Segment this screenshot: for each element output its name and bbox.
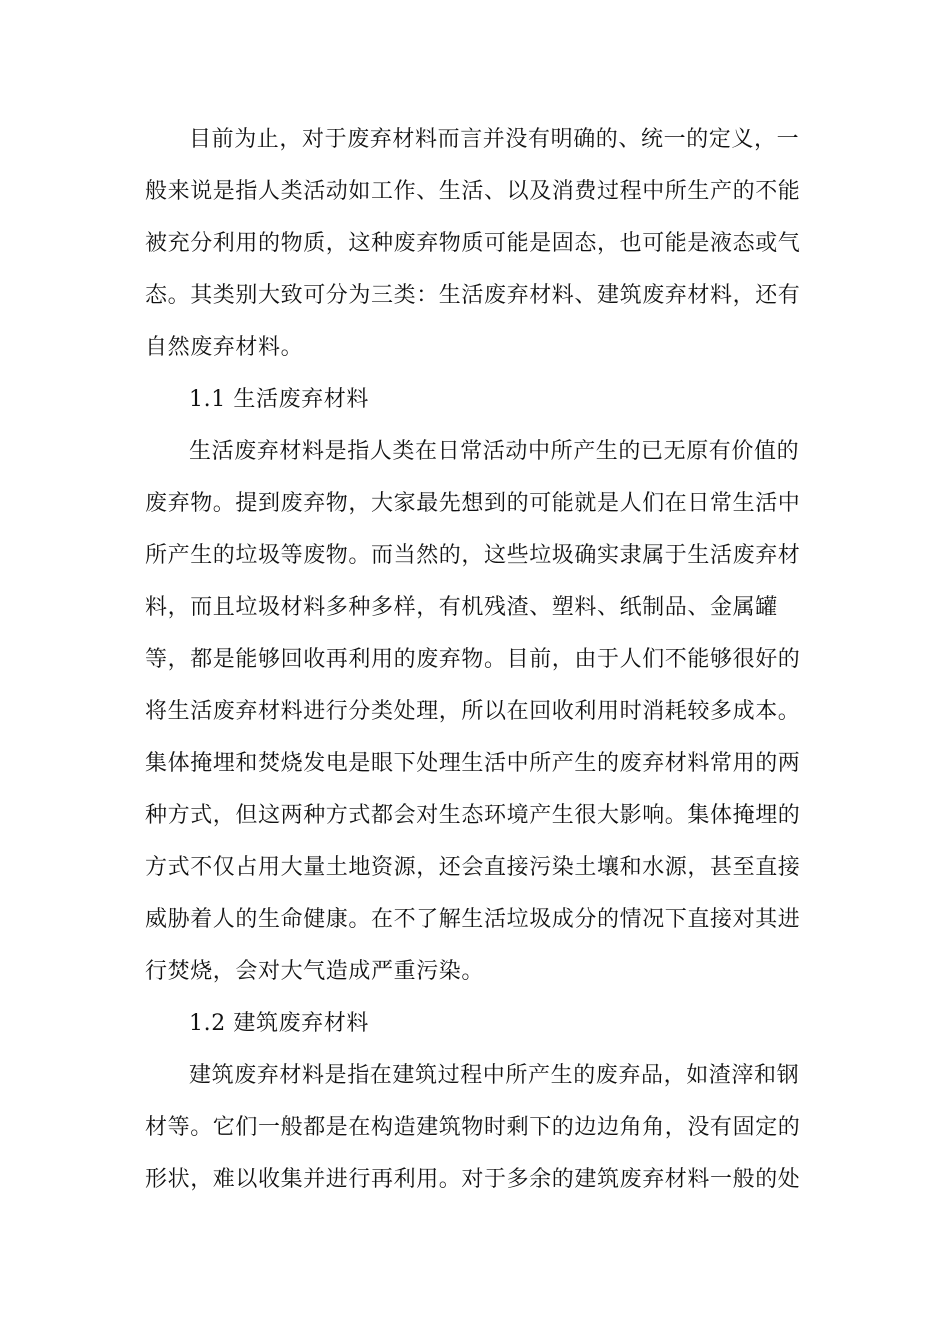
paragraph-line: 态。其类别大致可分为三类：生活废弃材料、建筑废弃材料，还有 bbox=[145, 283, 801, 308]
paragraph-line: 目前为止，对于废弃材料而言并没有明确的、统一的定义，一 bbox=[189, 127, 800, 152]
paragraph-line: 般来说是指人类活动如工作、生活、以及消费过程中所生产的不能 bbox=[145, 179, 801, 204]
paragraph-line: 方式不仅占用大量土地资源，还会直接污染土壤和水源，甚至直接 bbox=[145, 855, 801, 880]
paragraph-line: 被充分利用的物质，这种废弃物质可能是固态，也可能是液态或气 bbox=[145, 231, 801, 256]
paragraph-line: 集体掩埋和焚烧发电是眼下处理生活中所产生的废弃材料常用的两 bbox=[145, 751, 801, 776]
paragraph-line: 材等。它们一般都是在构造建筑物时剩下的边边角角，没有固定的 bbox=[145, 1115, 801, 1140]
paragraph-line: 形状，难以收集并进行再利用。对于多余的建筑废弃材料一般的处 bbox=[145, 1167, 801, 1192]
paragraph-line: 将生活废弃材料进行分类处理，所以在回收利用时消耗较多成本。 bbox=[145, 699, 801, 724]
section-heading-1-1: 1.1 生活废弃材料 bbox=[189, 387, 369, 412]
paragraph-line: 种方式，但这两种方式都会对生态环境产生很大影响。集体掩埋的 bbox=[145, 803, 801, 828]
paragraph-line: 行焚烧，会对大气造成严重污染。 bbox=[145, 959, 485, 984]
paragraph-line: 自然废弃材料。 bbox=[145, 335, 304, 360]
paragraph-line: 等，都是能够回收再利用的废弃物。目前，由于人们不能够很好的 bbox=[145, 647, 801, 672]
paragraph-line: 生活废弃材料是指人类在日常活动中所产生的已无原有价值的 bbox=[189, 439, 800, 464]
section-1-1-paragraph bbox=[145, 426, 801, 998]
paragraph-line: 废弃物。提到废弃物，大家最先想到的可能就是人们在日常生活中 bbox=[145, 491, 801, 516]
section-1-2-paragraph bbox=[145, 1050, 801, 1206]
paragraph-line: 威胁着人的生命健康。在不了解生活垃圾成分的情况下直接对其进 bbox=[145, 907, 801, 932]
document-body bbox=[145, 114, 801, 1206]
intro-paragraph bbox=[145, 114, 801, 374]
paragraph-line: 料，而且垃圾材料多种多样，有机残渣、塑料、纸制品、金属罐 bbox=[145, 595, 778, 620]
section-heading-1-2: 1.2 建筑废弃材料 bbox=[189, 1011, 369, 1036]
paragraph-line: 所产生的垃圾等废物。而当然的，这些垃圾确实隶属于生活废弃材 bbox=[145, 543, 801, 568]
paragraph-line: 建筑废弃材料是指在建筑过程中所产生的废弃品，如渣滓和钢 bbox=[189, 1063, 800, 1088]
